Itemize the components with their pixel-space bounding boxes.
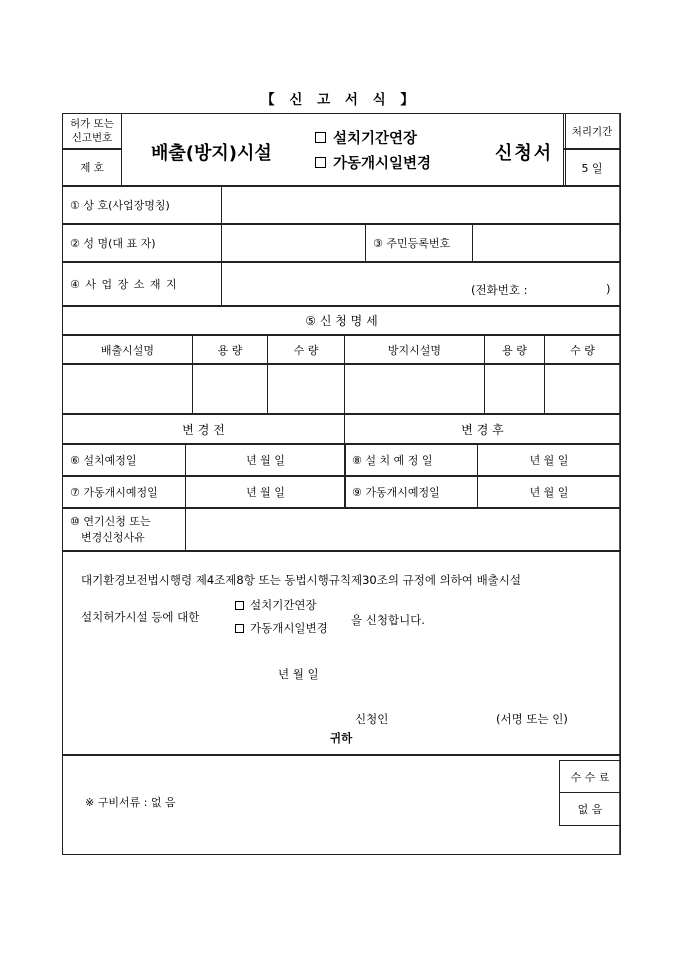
details-col-header-2 [267, 335, 345, 364]
details-cell-0-1[interactable] [192, 364, 268, 414]
change-row-1-before-label-text: ⑦ 가동개시예정일 [70, 486, 158, 499]
title-option-2-label: 가동개시일변경 [333, 156, 432, 172]
checkbox-startdate-change-icon[interactable] [315, 157, 326, 168]
address-label [62, 262, 222, 306]
change-row-0-before-value-text: 년 월 일 [246, 454, 285, 467]
reason-label-line1: ⑩ 연기신청 또는 [70, 514, 151, 528]
details-cell-0-0[interactable] [62, 364, 193, 414]
title-option-2[interactable] [315, 152, 431, 173]
declaration-option-1[interactable] [235, 597, 317, 613]
processing-period-value-text: 5 일 [581, 161, 603, 175]
change-row-1-before-value[interactable] [185, 476, 346, 508]
change-row-0-after-label-text: ⑧ 설 치 예 정 일 [352, 454, 433, 467]
permit-number-label: 제 호 [80, 162, 104, 174]
change-before-title-text: 변 경 전 [182, 422, 225, 437]
resident-no-label [365, 224, 473, 262]
declaration-line2-suffix: 을 신청합니다. [351, 613, 425, 627]
change-row-1-after-label [344, 476, 478, 508]
declaration-option-1-label: 설치기간연장 [250, 598, 317, 612]
details-cell-0-5[interactable] [544, 364, 621, 414]
change-row-0-before-label [62, 444, 186, 476]
document-heading: 【 신 고 서 식 】 [261, 92, 419, 108]
title-option-1-label: 설치기간연장 [333, 131, 418, 147]
change-row-1-before-value-text: 년 월 일 [246, 486, 285, 499]
signature-note: (서명 또는 인) [496, 712, 568, 726]
change-row-1-after-value[interactable] [477, 476, 621, 508]
change-row-1-before-label [62, 476, 186, 508]
checkbox-installation-extension-icon[interactable] [315, 132, 326, 143]
permit-number-field[interactable] [62, 149, 122, 186]
permit-label-line1: 허가 또는 [70, 117, 114, 130]
details-section-title [62, 306, 621, 335]
rep-name-input[interactable] [221, 224, 366, 262]
details-col-header-5 [544, 335, 621, 364]
change-row-0-after-value[interactable] [477, 444, 621, 476]
permit-number-label-cell [62, 113, 122, 149]
address-label-text: ④ 사 업 장 소 재 지 [70, 278, 178, 291]
details-col-header-0-text: 배출시설명 [100, 343, 155, 357]
fee-label-cell [559, 760, 621, 793]
change-row-0-after-label [344, 444, 478, 476]
declaration-line1: 대기환경보전법시행령 제4조제8항 또는 동법시행규칙제30조의 규정에 의하여 배출시설 [81, 573, 522, 587]
reason-label-line2: 변경신청사유 [81, 530, 145, 544]
declaration-date-line[interactable]: 년 월 일 [278, 667, 319, 681]
attachments-cell [62, 755, 621, 855]
attachments-label-text: ※ 구비서류 : 없 음 [85, 796, 176, 809]
address-input[interactable] [221, 262, 621, 306]
details-col-header-5-text: 수 량 [570, 343, 595, 357]
details-col-header-1 [192, 335, 268, 364]
biz-name-input[interactable] [221, 186, 621, 224]
change-row-1-after-label-text: ⑨ 가동개시예정일 [352, 486, 440, 499]
processing-period-label-text: 처리기간 [571, 125, 613, 138]
fee-value-cell [559, 792, 621, 826]
phone-close-paren: ) [606, 282, 611, 296]
change-row-1-after-value-text: 년 월 일 [529, 486, 569, 499]
fee-value-text: 없 음 [577, 803, 603, 816]
checkbox-declaration-extension-icon[interactable] [235, 601, 244, 610]
details-cell-0-4[interactable] [484, 364, 545, 414]
details-col-header-1-text: 용 량 [217, 343, 243, 357]
details-col-header-3 [344, 335, 485, 364]
change-row-0-before-value[interactable] [185, 444, 346, 476]
biz-name-label [62, 186, 222, 224]
reason-input[interactable] [185, 508, 621, 551]
title-option-1[interactable] [315, 127, 417, 148]
details-cell-0-2[interactable] [267, 364, 345, 414]
change-row-0-after-value-text: 년 월 일 [529, 454, 569, 467]
declaration-option-2[interactable] [235, 620, 328, 636]
resident-no-label-text: ③ 주민등록번호 [373, 237, 451, 250]
details-col-header-4 [484, 335, 545, 364]
details-col-header-2-text: 수 량 [293, 343, 319, 357]
checkbox-declaration-startdate-icon[interactable] [235, 624, 244, 633]
fee-label-text: 수 수 료 [570, 770, 610, 784]
permit-label-line2: 신고번호 [71, 132, 113, 144]
rep-name-label [62, 224, 222, 262]
form-outer-frame [62, 113, 620, 855]
form-title-main: 배출(방지)시설 [151, 143, 272, 164]
details-col-header-4-text: 용 량 [502, 343, 527, 357]
reason-label-cell [62, 508, 186, 551]
form-title-suffix: 신청서 [495, 143, 554, 164]
declaration-option-2-label: 가동개시일변경 [250, 621, 328, 635]
resident-no-input[interactable] [472, 224, 621, 262]
details-col-header-0 [62, 335, 193, 364]
change-after-title-text: 변 경 후 [461, 422, 504, 437]
rep-name-label-text: ② 성 명(대 표 자) [70, 237, 156, 250]
change-before-title [62, 414, 345, 444]
biz-name-label-text: ① 상 호(사업장명칭) [70, 199, 170, 212]
details-cell-0-3[interactable] [344, 364, 485, 414]
phone-label: (전화번호 : [471, 283, 528, 297]
details-col-header-3-text: 방지시설명 [387, 343, 442, 357]
processing-period-label [563, 113, 621, 149]
processing-period-value [563, 149, 621, 186]
details-section-title-text: ⑤ 신 청 명 세 [305, 314, 378, 328]
declaration-line2-prefix: 설치허가시설 등에 대한 [81, 610, 200, 624]
recipient-label: 귀하 [330, 731, 353, 745]
change-after-title [344, 414, 621, 444]
applicant-label: 신청인 [355, 712, 389, 726]
change-row-0-before-label-text: ⑥ 설치예정일 [70, 454, 137, 467]
